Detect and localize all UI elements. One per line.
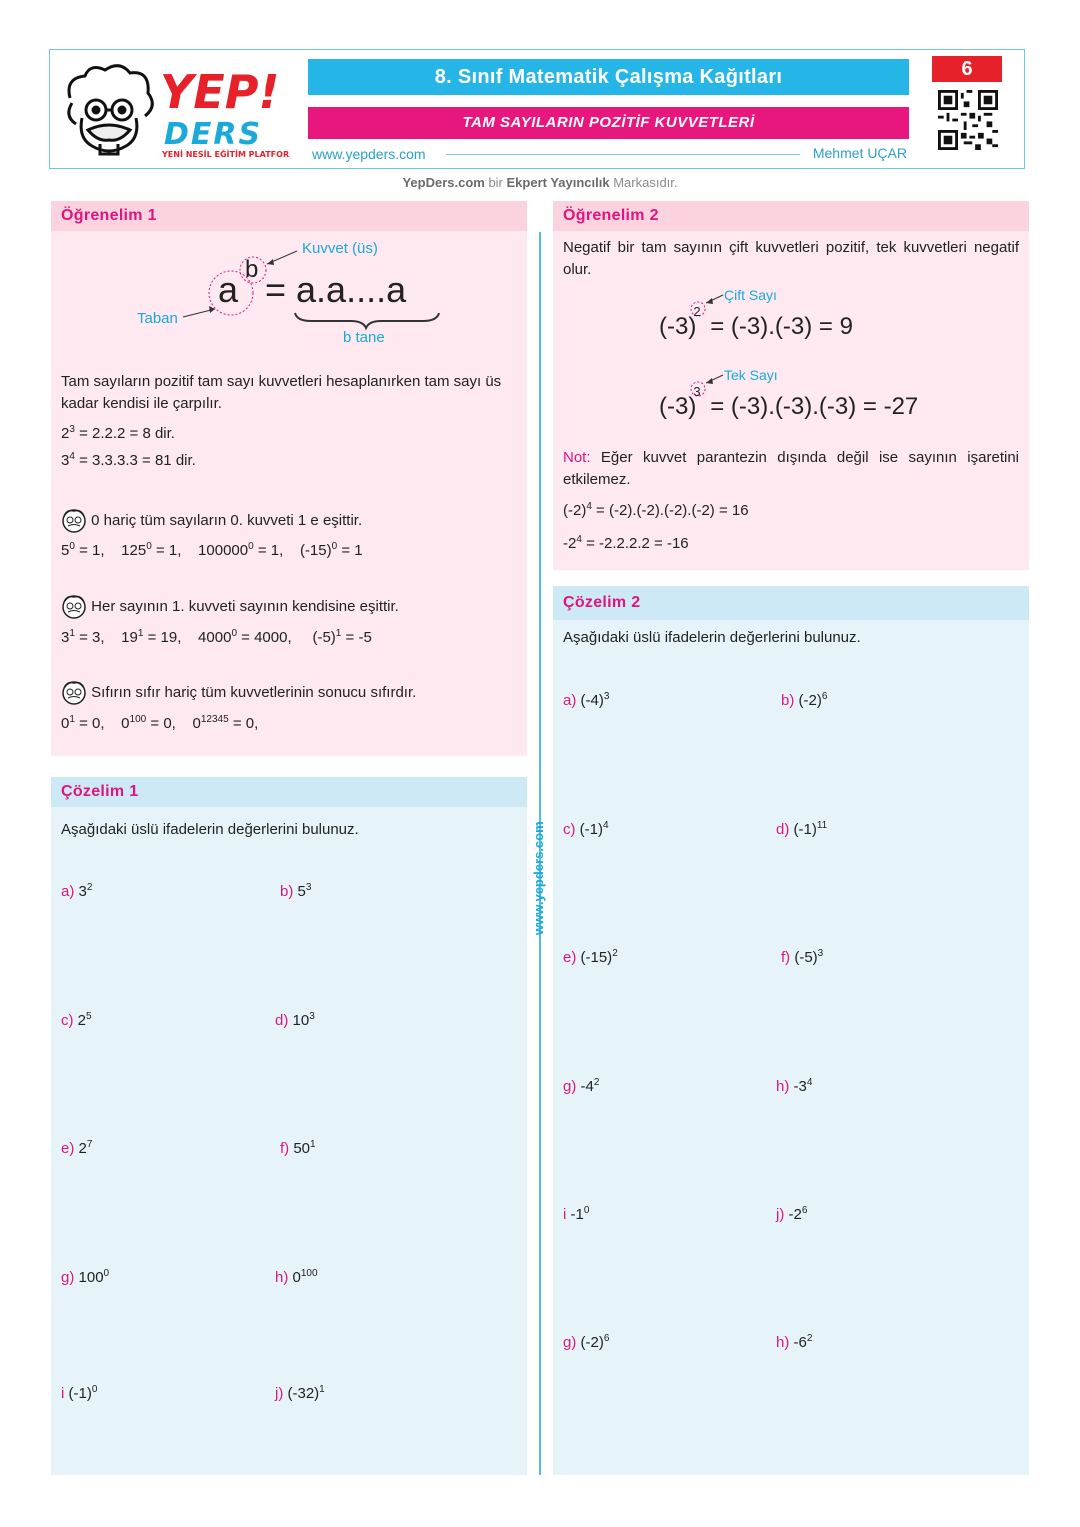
exercise-2h-second: h) $-6^2$ (776, 1333, 813, 1351)
sign-note: Not: Eğer kuvvet parantezin dışında değil ise sayının işaretini etkilemez. (563, 449, 1019, 488)
ogrenelim-2-title: Öğrenelim 2 (553, 201, 1029, 231)
page-subtitle: TAM SAYILARIN POZİTİF KUVVETLERİ (308, 107, 909, 139)
author-divider (446, 154, 800, 155)
site-link[interactable]: www.yepders.com (312, 146, 426, 162)
rule-zero-base (61, 680, 416, 706)
exercise-2j: j) $-2^6$ (776, 1205, 808, 1223)
exercise-2f: f) $(-5)^3$ (781, 948, 824, 966)
brand-site: YepDers.com (402, 175, 485, 190)
rule-first-text: Her sayının 1. kuvveti sayının kendisine eşittir. (91, 597, 399, 615)
rule-zero-examples: $5^0 = 1$, $125^0 = 1$, $100000^0 = 1$, $(-15)^0 = 1$ (61, 541, 363, 559)
example-3-fourth: $3^4 = 3.3.3.3 = 81$ dir. (61, 451, 196, 469)
b-tane-label: b tane (343, 329, 385, 346)
rule-zero-text: 0 hariç tüm sayıların 0. kuvveti 1 e eşittir. (91, 511, 363, 529)
cozelim-2-title: Çözelim 2 (553, 586, 1029, 620)
cozelim-2-instruction: Aşağıdaki üslü ifadelerin değerlerini bulunuz. (563, 629, 861, 646)
author-name: Mehmet UÇAR (812, 145, 907, 161)
rule-zero-base-text: Sıfırın sıfır hariç tüm kuvvetlerinin sonucu sıfırdır. (91, 683, 417, 701)
brand-publisher: Ekpert Yayıncılık (506, 175, 610, 190)
parenthesis-example: $(-2)^4 = (-2).(-2).(-2).(-2) = 16$ (563, 501, 749, 519)
mascot-icon (61, 508, 87, 534)
exercise-1c: c) $2^5$ (61, 1011, 92, 1029)
cozelim-1-panel (51, 777, 527, 1475)
brand-suffix: Markasıdır. (609, 175, 678, 190)
exercise-1a: a) $3^2$ (61, 882, 93, 900)
grade-badge: 6 (932, 56, 1002, 82)
ogrenelim-2-intro: Negatif bir tam sayının çift kuvvetleri pozitif, tek kuvvetleri negatif olur. (563, 239, 1019, 278)
logo-text-top: YEP! (160, 65, 280, 119)
tek-sayi-label: Tek Sayı (724, 367, 778, 383)
ogrenelim-1-title: Öğrenelim 1 (51, 201, 527, 231)
mascot-icon (61, 680, 87, 706)
page-header (49, 49, 1025, 169)
exercise-2a: a) $(-4)^3$ (563, 691, 610, 709)
exercise-1h: h) $0^{100}$ (275, 1268, 318, 1286)
exercise-2e: e) $(-15)^2$ (563, 948, 618, 966)
taban-label: Taban (137, 310, 178, 327)
cozelim-1-instruction: Aşağıdaki üslü ifadelerin değerlerini bulunuz. (61, 821, 359, 838)
exercise-1d: d) $10^3$ (275, 1011, 315, 1029)
cift-sayi-label: Çift Sayı (724, 287, 777, 303)
brand-line (0, 175, 1080, 190)
qr-code-icon[interactable] (938, 90, 998, 150)
exercise-1e: e) $2^7$ (61, 1139, 93, 1157)
ogrenelim-1-panel (51, 201, 527, 756)
mascot-icon (69, 66, 153, 154)
exercise-2i: i $-1^0$ (563, 1205, 590, 1223)
page-title: 8. Sınıf Matematik Çalışma Kağıtları (308, 59, 909, 95)
power-base: a (218, 269, 239, 310)
logo-tagline: YENİ NESİL EĞİTİM PLATFORMU (162, 150, 290, 159)
ogrenelim-1-intro: Tam sayıların pozitif tam sayı kuvvetleri hesaplanırken tam sayı üs kadar kendisi ile çarpılır. (61, 373, 502, 412)
logo-text-bottom: DERS (164, 117, 263, 152)
example-2-cubed: $2^3 = 2.2.2 = 8$ dir. (61, 424, 175, 442)
rule-first-power (61, 594, 399, 620)
exercise-2g-second: g) $(-2)^6$ (563, 1333, 610, 1351)
cozelim-2-panel (553, 586, 1029, 1475)
exercise-2h: h) $-3^4$ (776, 1077, 813, 1095)
odd-power-example: $(-3)^3 = (-3).(-3).(-3) = -27$ (659, 384, 919, 420)
vertical-site-link: www.yepders.com (531, 821, 546, 935)
exercise-2b: b) $(-2)^6$ (781, 691, 828, 709)
kuvvet-label: Kuvvet (üs) (302, 240, 378, 257)
exercise-2g: g) $-4^2$ (563, 1077, 600, 1095)
cozelim-1-title: Çözelim 1 (51, 777, 527, 807)
exercise-2c: c) $(-1)^4$ (563, 820, 609, 838)
power-exponent: b (245, 256, 259, 283)
exercise-2d: d) $(-1)^{11}$ (776, 820, 828, 838)
ogrenelim-2-panel (553, 201, 1029, 570)
sign-annotations (553, 281, 1029, 411)
exercise-1i: i $(-1)^0$ (61, 1384, 98, 1402)
rule-zero-base-examples: $0^1 = 0$, $0^{100} = 0$, $0^{12345} = 0$, (61, 714, 259, 732)
exercise-1j: j) $(-32)^1$ (275, 1384, 325, 1402)
mascot-icon (61, 594, 87, 620)
rule-zero-power (61, 508, 362, 534)
exercise-1b: b) $5^3$ (280, 882, 312, 900)
even-power-example: $(-3)^2 = (-3).(-3) = 9$ (659, 304, 853, 340)
exercise-1g: g) $100^0$ (61, 1268, 110, 1286)
power-expansion: = a.a....a (265, 269, 407, 310)
yepders-logo (60, 58, 290, 162)
brand-connector: bir (484, 175, 507, 190)
rule-first-examples: $3^1 = 3$, $19^1 = 19$, $4000^0 = 4000$, $(-5)^1 = -5$ (61, 628, 372, 646)
exercise-1f: f) $50^1$ (280, 1139, 316, 1157)
no-parenthesis-example: $-2^4 = -2.2.2.2 = -16$ (563, 534, 689, 552)
